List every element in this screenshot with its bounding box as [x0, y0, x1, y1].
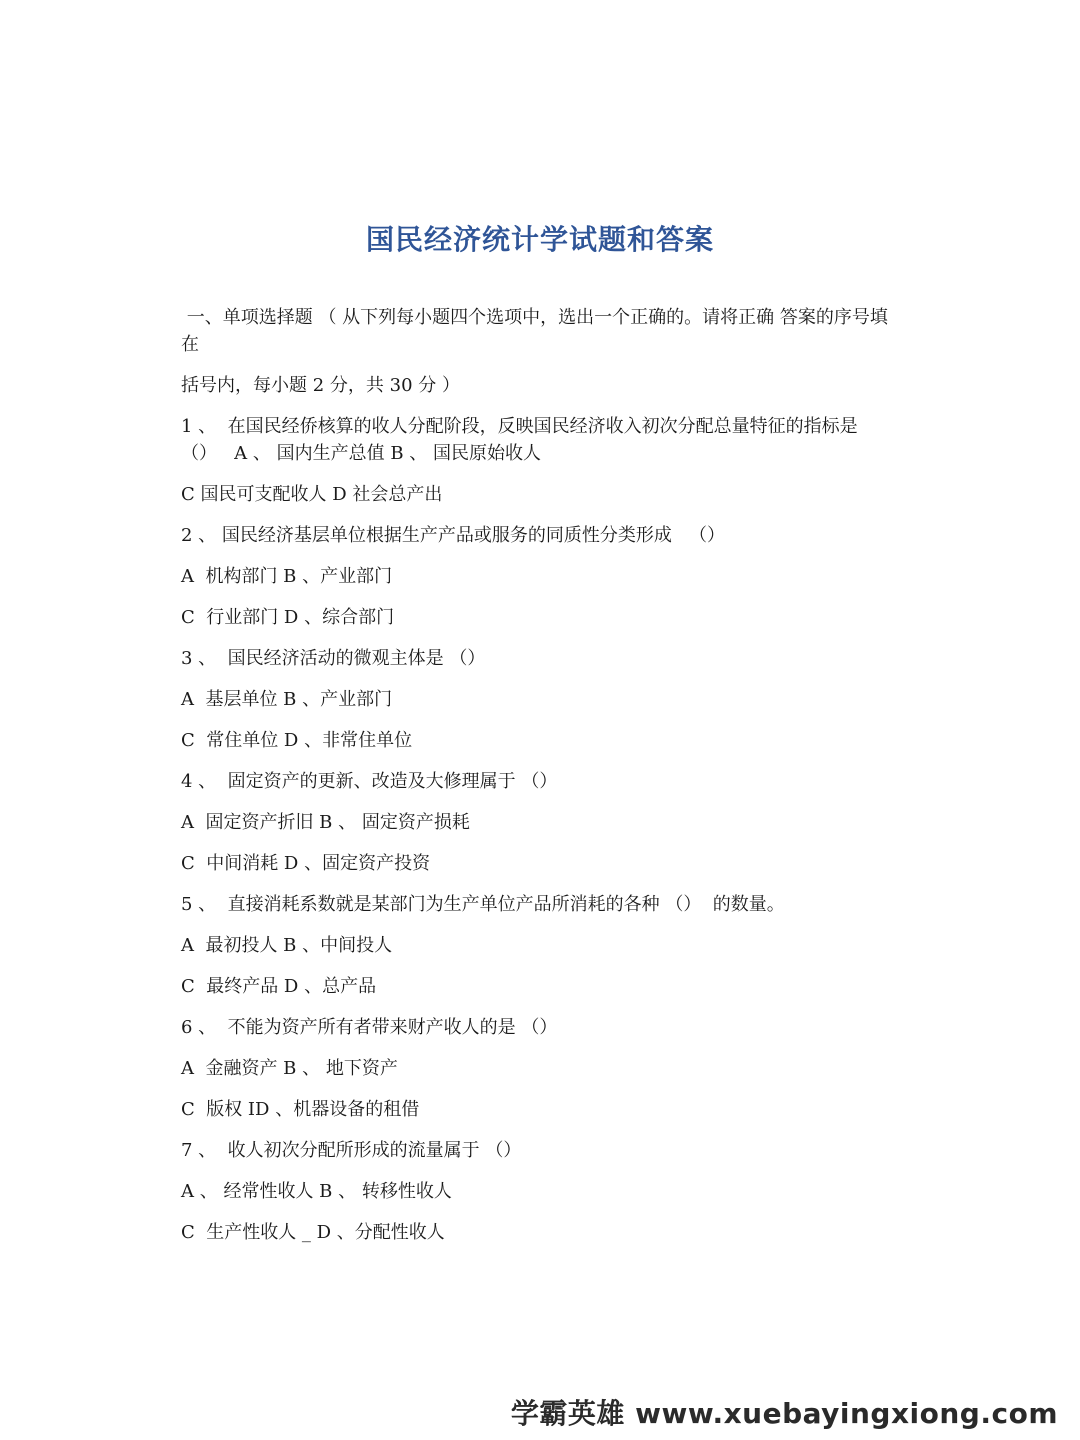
question-7-options-ab: A 、 经常性收人 B 、 转移性收人 [181, 1181, 452, 1202]
question-5: 5 、 直接消耗系数就是某部门为生产单位产品所消耗的各种 （） 的数量。 [181, 894, 785, 915]
paragraph-instructions-2: 括号内，每小题 2 分，共 30 分 ） [181, 375, 460, 396]
question-3-options-ab: A 基层单位 B 、产业部门 [181, 689, 393, 710]
question-5-options-cd: C 最终产品 D 、总产品 [181, 976, 377, 997]
question-7-options-cd: C 生产性收人 _ D 、分配性收人 [181, 1222, 445, 1243]
question-4: 4 、 固定资产的更新、改造及大修理属于 （） [181, 771, 558, 792]
question-2-options-ab: A 机构部门 B 、产业部门 [181, 566, 393, 587]
question-6-options-ab: A 金融资产 B 、 地下资产 [181, 1058, 398, 1079]
question-4-options-ab: A 固定资产折旧 B 、 固定资产损耗 [181, 812, 470, 833]
document-title: 国民经济统计学试题和答案 [365, 223, 714, 256]
question-5-options-ab: A 最初投人 B 、中间投人 [181, 935, 393, 956]
site-watermark: 学霸英雄 www.xuebayingxiong.com [510, 1397, 1058, 1430]
question-6: 6 、 不能为资产所有者带来财产收人的是 （） [181, 1017, 558, 1038]
question-3-options-cd: C 常住单位 D 、非常住单位 [181, 730, 413, 751]
question-7: 7 、 收人初次分配所形成的流量属于 （） [181, 1140, 522, 1161]
paragraph-instructions-1: 一、单项选择题 （ 从下列每小题四个选项中，选出一个正确的。请将正确 答案的序号填在 [181, 307, 888, 355]
question-2-options-cd: C 行业部门 D 、综合部门 [181, 607, 395, 628]
question-2: 2 、 国民经济基层单位根据生产产品或服务的同质性分类形成 （） [181, 525, 726, 546]
question-3: 3 、 国民经济活动的微观主体是 （） [181, 648, 486, 669]
document-body [181, 304, 891, 1260]
question-4-options-cd: C 中间消耗 D 、固定资产投资 [181, 853, 431, 874]
question-6-options-cd: C 版权 ID 、机器设备的租借 [181, 1099, 420, 1120]
question-1-options: C 国民可支配收人 D 社会总产出 [181, 484, 443, 505]
question-1: 1 、 在国民经侨核算的收人分配阶段，反映国民经济收入初次分配总量特征的指标是 （） A 、 国内生产总值 B 、 国民原始收人 [181, 416, 864, 464]
